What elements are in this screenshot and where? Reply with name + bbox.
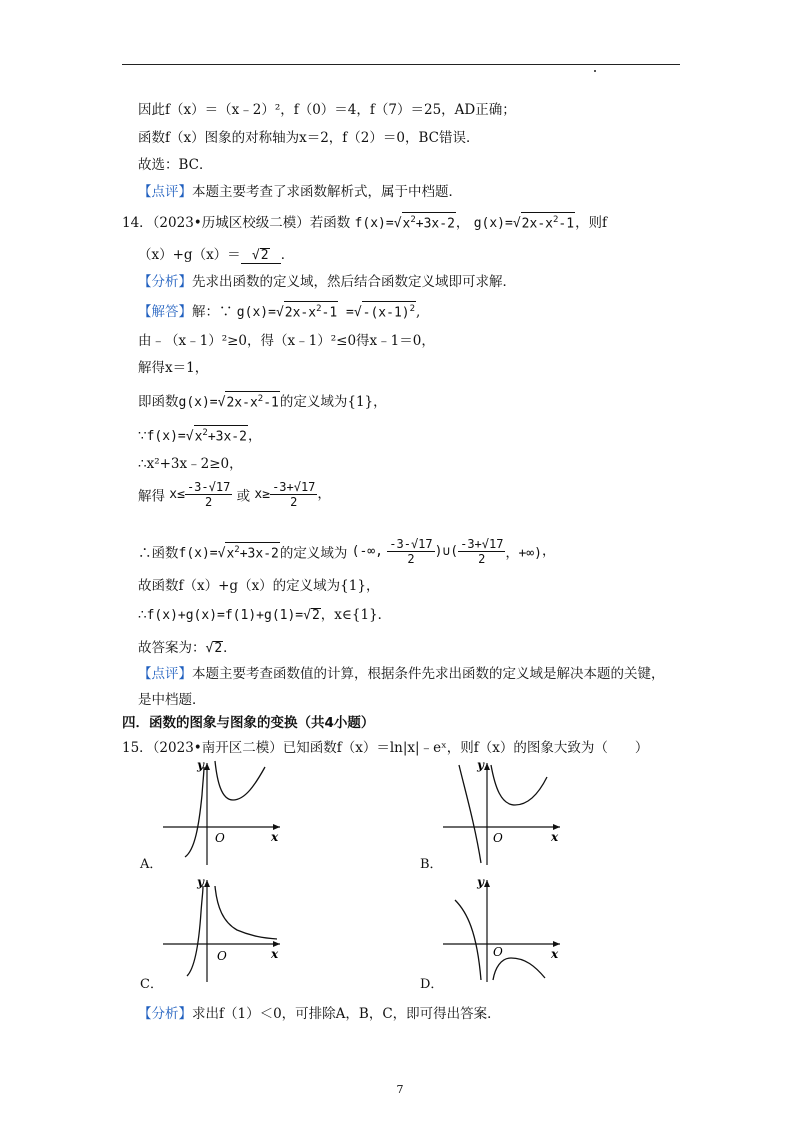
s8-frac-2: $\frac{-3+√17}{2}$	[460, 537, 504, 566]
analysis-text-2: 求出f（1）＜0，可排除A，B，C，即可得出答案．	[192, 1006, 501, 1022]
q14-review-2: 是中档题．	[138, 692, 206, 708]
q14-line2-pre: （x）+g（x）＝	[138, 247, 241, 263]
s8-f-expr: $f(x)=√x^2+3x-2$	[179, 546, 280, 561]
graph-c-x-label: x	[271, 947, 279, 961]
q14-solution-line-1: 【解答】解：∵ $g(x)=√2x-x^2-1 =√-(x-1)^2$,	[138, 300, 420, 320]
s5-f-expr: $f(x)=√x^2+3x-2$	[147, 429, 248, 444]
q14-s4	[138, 390, 387, 410]
s8-interval-a: (-∞,	[351, 544, 383, 559]
q14-line-1: 14．（2023•历城区校级二模）若函数 $f(x)=√x^2+3x-2$， $g(x)=√2x-x^2-1$，则f	[122, 211, 607, 231]
review-tag-2: 【点评】	[138, 666, 192, 682]
s10-pre: ∴	[138, 607, 147, 623]
header-dot	[594, 70, 596, 72]
analysis-tag-2: 【分析】	[138, 1006, 192, 1022]
q14-s3: 解得x＝1，	[138, 360, 209, 376]
s8-mid: 的定义域为	[279, 545, 348, 562]
graph-c-y-label: y	[197, 875, 204, 889]
graph-d[interactable]	[435, 872, 575, 987]
graph-b[interactable]	[435, 755, 575, 870]
s7-pre: 解得	[138, 488, 165, 505]
q14-analysis	[138, 270, 516, 290]
s8-interval-c: ，+∞)	[505, 546, 542, 561]
graph-b-y-label: y	[477, 758, 484, 772]
solution-tag: 【解答】	[138, 304, 192, 320]
q14-s10	[138, 603, 391, 623]
graph-c-origin-label: O	[217, 949, 227, 963]
graph-d-origin-label: O	[493, 945, 503, 959]
q15-stem: 15．（2023•南开区二模）已知函数f（x）＝ln|x|﹣eˣ，则f（x）的图象大致为（ ）	[122, 740, 649, 756]
s5-pre: ∵	[138, 428, 147, 444]
s10-post: ，x∈{1}．	[320, 607, 392, 623]
analysis-text: 先求出函数的定义域，然后结合函数定义域即可求解．	[192, 274, 516, 290]
s8-pre: ∴函数	[138, 545, 179, 562]
q14-s6: ∴x²+3x﹣2≥0，	[138, 456, 243, 472]
q14-s2: 由﹣（x﹣1）²≥0，得（x﹣1）²≤0得x﹣1＝0，	[138, 333, 435, 349]
analysis-tag: 【分析】	[138, 274, 192, 290]
s7-frac-1: $\frac{-3-√17}{2}$	[186, 480, 231, 509]
option-c-label[interactable]: C．	[140, 977, 163, 992]
q14-g-def: $g(x)=√2x-x^2-1$	[474, 216, 575, 231]
s11-answer: √2	[205, 641, 223, 656]
graph-b-x-label: x	[551, 830, 559, 844]
graph-a[interactable]	[155, 755, 295, 870]
q14-s5: $\because f(x)=√x^2+3x-2$，	[138, 424, 261, 444]
q14-s8: ∴函数$f(x)=√x^2+3x-2$的定义域为 (-∞, $\frac{-3-√17}{2}$ )∪( $\frac{-3+√17}{2}$ ，+∞)，	[138, 537, 556, 566]
review-tag: 【点评】	[138, 184, 192, 200]
q15-analysis	[138, 1002, 501, 1022]
s10-expr: f(x)+g(x)=f(1)+g(1)=√2	[146, 608, 320, 623]
header-rule	[122, 64, 680, 65]
top-review	[138, 180, 462, 200]
graph-d-x-label: x	[551, 947, 559, 961]
q14-line-2: （x）+g（x）＝ √2 ．	[138, 247, 295, 263]
q14-s7: 解得 x≤ $\frac{-3-√17}{2}$ 或 x≥ $\frac{-3+√17}{2}$ ，	[138, 480, 331, 509]
section-4-title: 四．函数的图象与图象的变换（共4小题）	[122, 715, 375, 731]
top-line-3: 故选：BC．	[138, 157, 213, 173]
top-line-1: 因此f（x）＝（x﹣2）²，f（0）＝4，f（7）＝25，AD正确；	[138, 102, 516, 118]
s7-frac-2: $\frac{-3+√17}{2}$	[272, 480, 316, 509]
q14-s11: 故答案为：√2．	[138, 640, 237, 656]
q14-lead: 14．（2023•历城区校级二模）若函数	[122, 215, 351, 231]
q14-then: ，则f	[575, 215, 608, 231]
solution-pre: 解：∵	[192, 304, 233, 320]
s11-pre: 故答案为：	[138, 640, 206, 656]
graph-b-origin-label: O	[493, 831, 503, 845]
q14-review-1	[138, 662, 665, 682]
s7-or: 或	[236, 488, 251, 505]
q14-f-def: $f(x)=√x^2+3x-2$	[355, 216, 456, 231]
s4-post: 的定义域为{1}，	[279, 394, 387, 410]
graph-c[interactable]	[155, 872, 295, 987]
s8-frac-1: $\frac{-3-√17}{2}$	[389, 537, 433, 566]
s8-interval-b: )∪(	[434, 544, 459, 559]
q14-s9: 故函数f（x）+g（x）的定义域为{1}，	[138, 578, 380, 594]
review-text-2a: 本题主要考查函数值的计算，根据条件先求出函数的定义域是解决本题的关键，	[192, 666, 665, 682]
option-b-label[interactable]: B．	[420, 857, 443, 872]
top-line-2: 函数f（x）图象的对称轴为x＝2，f（2）＝0，BC错误．	[138, 130, 480, 146]
graph-a-y-label: y	[197, 758, 204, 772]
option-a-label[interactable]: A．	[140, 857, 163, 872]
graph-d-y-label: y	[477, 875, 484, 889]
graph-a-origin-label: O	[215, 831, 225, 845]
q14-answer-blank: √2	[241, 248, 281, 264]
review-text: 本题主要考查了求函数解析式，属于中档题．	[192, 184, 462, 200]
s4-pre: 即函数	[138, 394, 179, 410]
option-d-label[interactable]: D．	[420, 977, 444, 992]
page-number: 7	[396, 1083, 404, 1096]
solution-g-expr: $g(x)=√2x-x^2-1 =√-(x-1)^2$	[237, 305, 416, 320]
s4-g-expr: $g(x)=√2x-x^2-1$	[179, 395, 280, 410]
graph-a-x-label: x	[271, 830, 279, 844]
